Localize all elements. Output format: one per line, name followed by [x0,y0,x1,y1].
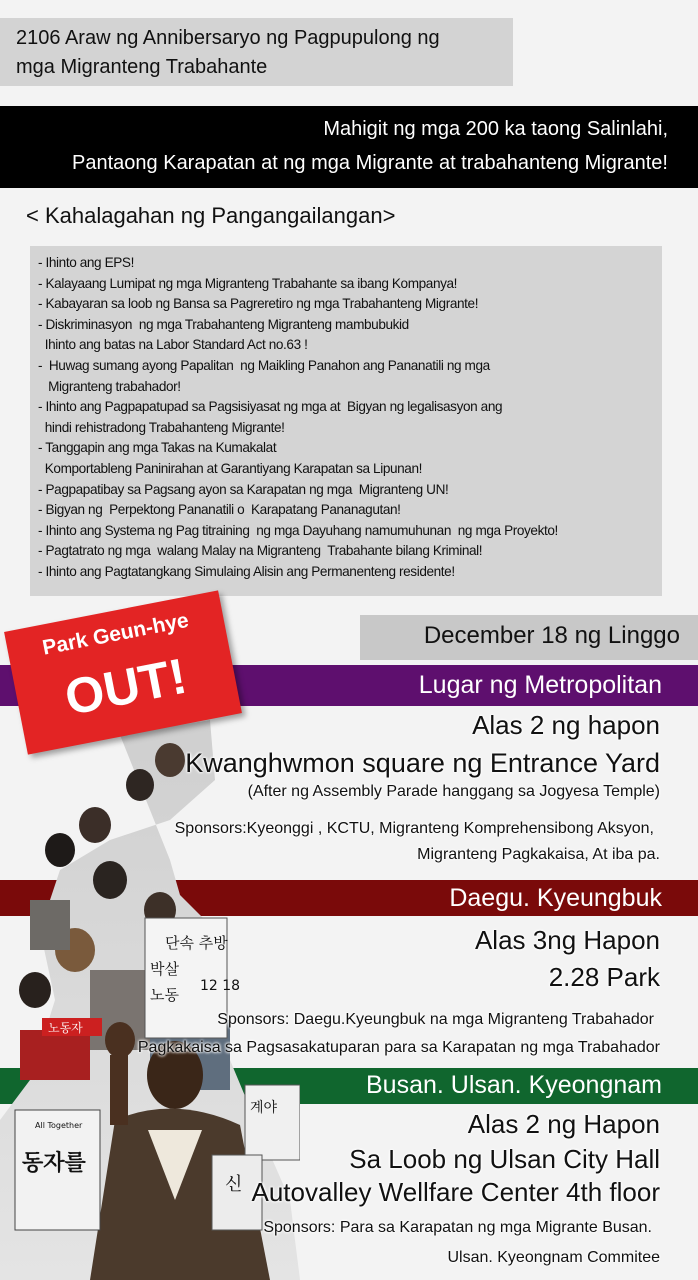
sign-text: 박살 [150,960,179,978]
title-line-2: mga Migranteng Trabahante [16,56,268,78]
man-figure [90,1022,270,1280]
venue-daegu: 2.28 Park [548,962,660,992]
demand-item: - Ihinto ang Pagpapatupad sa Pagsisiyasat ng mga at Bigyan ng legalisasyon ang [38,399,503,415]
stamp-out: OUT! [60,647,192,726]
demand-item: Migranteng trabahador! [38,378,181,394]
venue-busan-2: Autovalley Wellfare Center 4th floor [251,1177,660,1207]
svg-text:All Together: All Together [35,1121,83,1130]
stamp-name: Park Geun-hye [40,608,191,660]
svg-text:신: 신 [225,1174,243,1195]
demand-item: hindi rehistradong Trabahanteng Migrante! [38,419,285,435]
demand-item: - Kalayaang Lumipat ng mga Migranteng Trabahante sa ibang Kompanya! [38,275,458,291]
demand-item: - Ihinto ang Systema ng Pag titraining ng mga Dayuhang namumuhunan ng mga Proyekto! [38,522,558,538]
sponsors-metropolitan-2: Migranteng Pagkakaisa, At iba pa. [417,846,660,863]
demand-item: - Tanggapin ang mga Takas na Kumakalat [38,440,277,456]
left-sign [15,1110,100,1230]
demand-item: - Diskriminasyon ng mga Trabahanteng Migranteng mambubukid [38,316,409,332]
event-date: December 18 ng Linggo [423,622,680,649]
svg-text:동자를: 동자를 [22,1151,86,1176]
slogan-line-2: Pantaong Karapatan at ng mga Migrante at trabahanteng Migrante! [72,152,668,174]
sponsors-busan-2: Ulsan. Kyeongnam Commitee [447,1249,660,1266]
demand-item: - Bigyan ng Perpektong Pananatili o Karapatang Pananagutan! [38,502,401,518]
svg-text:노동자: 노동자 [48,1021,83,1035]
location-metropolitan: Lugar ng Metropolitan [418,671,662,699]
sign-text: 노동 [150,986,179,1004]
sponsors-busan-1: Sponsors: Para sa Karapatan ng mga Migrante Busan. [263,1219,652,1236]
demand-item: - Ihinto ang Pagtatangkang Simulaing Alisin ang Permanenteng residente! [38,563,455,579]
demand-item: - Pagpapatibay sa Pagsang ayon sa Karapatan ng mga Migranteng UN! [38,481,449,497]
sponsors-daegu-2: Pagkakaisa sa Pagsasakatuparan para sa Karapatan ng mga Trabahador [137,1039,660,1056]
demands-heading: < Kahalagahan ng Pangangailangan> [26,203,396,228]
sponsors-daegu-1: Sponsors: Daegu.Kyeungbuk na mga Migranteng Trabahador [217,1011,654,1028]
demand-item: Ihinto ang batas na Labor Standard Act no.63 ! [38,337,308,353]
sign-text: 12 18 [200,978,241,994]
location-busan: Busan. Ulsan. Kyeongnam [365,1071,662,1099]
demand-item: - Pagtatrato ng mga walang Malay na Migranteng Trabahante bilang Kriminal! [38,543,483,559]
note-metropolitan: (After ng Assembly Parade hanggang sa Jogyesa Temple) [247,783,660,800]
demand-item: - Kabayaran sa loob ng Bansa sa Pagreretiro ng mga Trabahanteng Migrante! [38,296,479,312]
demands-list [38,253,658,583]
sponsors-metropolitan-1: Sponsors:Kyeonggi , KCTU, Migranteng Komprehensibong Aksyon, [174,820,654,837]
demand-item: Komportableng Paninirahan at Garantiyang Karapatan sa Lipunan! [38,460,423,476]
red-sign [42,1018,102,1036]
sign-text: 단속 추방 [165,934,228,952]
demand-item: - Huwag sumang ayong Papalitan ng Maikling Panahon ang Pananatili ng mga [38,357,490,373]
slogan-line-1: Mahigit ng mga 200 ka taong Salinlahi, [323,118,668,140]
time-daegu: Alas 3ng Hapon [474,925,660,955]
demand-item: - Ihinto ang EPS! [38,255,134,270]
title-line-1: 2106 Araw ng Annibersaryo ng Pagpupulong ng [16,27,440,49]
venue-busan-1: Sa Loob ng Ulsan City Hall [349,1144,660,1174]
location-daegu: Daegu. Kyeungbuk [449,884,662,912]
svg-text:계야: 계야 [250,1100,278,1116]
venue-metropolitan: Kwanghwmon square ng Entrance Yard [185,748,660,778]
time-metropolitan: Alas 2 ng hapon [472,710,660,740]
time-busan: Alas 2 ng Hapon [467,1109,660,1139]
poster-title [16,24,511,82]
